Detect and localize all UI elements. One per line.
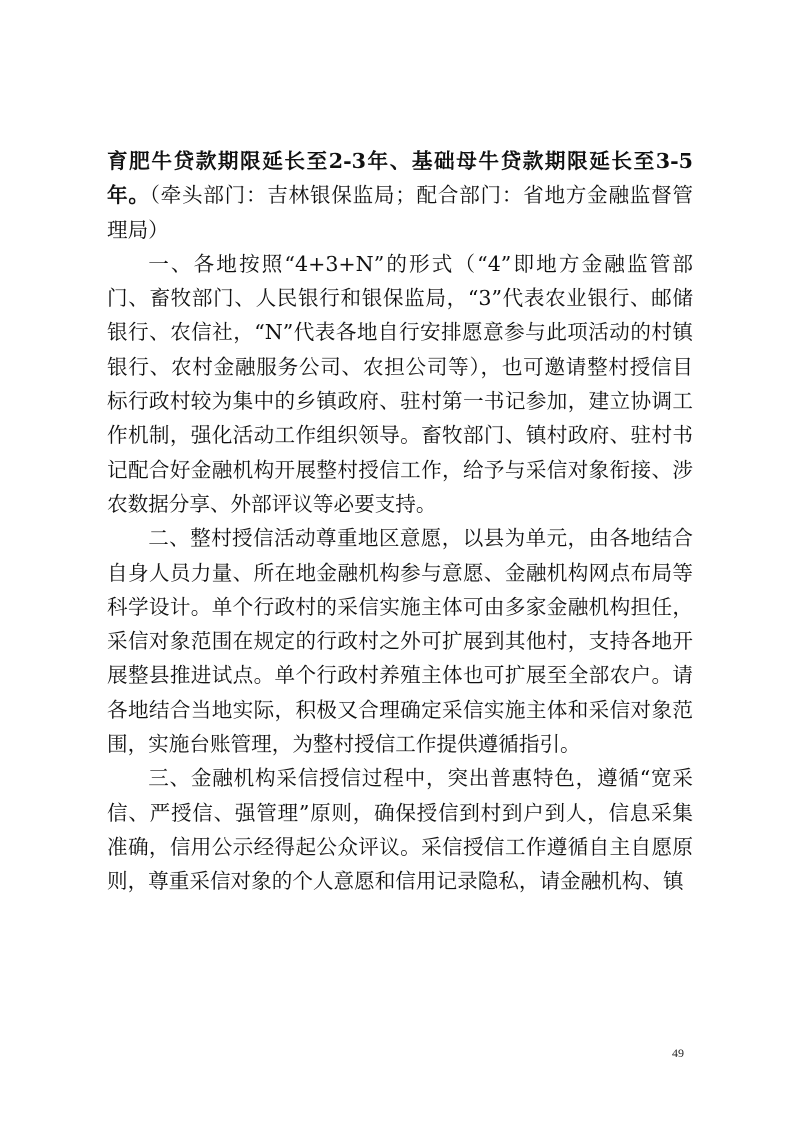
document-body — [107, 144, 693, 899]
page-number: 49 — [672, 1046, 684, 1060]
paragraph-one: 一、各地按照“4+3+N”的形式（“4”即地方金融监管部门、畜牧部门、人民银行和银保监局，“3”代表农业银行、邮储银行、农信社，“N”代表各地自行安排愿意参与此项活动的村镇银行、农村金融服务公司、农担公司等），也可邀请整村授信目标行政村较为集中的乡镇政府、驻村第一书记参加，建立协调工作机制，强化活动工作组织领导。畜牧部门、镇村政府、驻村书记配合好金融机构开展整村授信工作，给予与采信对象衔接、涉农数据分享、外部评议等必要支持。 — [107, 251, 693, 516]
lead-department-note: （牵头部门：吉林银保监局；配合部门：省地方金融监督管理局） — [107, 183, 694, 242]
paragraph-three: 三、金融机构采信授信过程中，突出普惠特色，遵循“宽采信、严授信、强管理”原则，确保授信到村到户到人，信息采集准确，信用公示经得起公众评议。采信授信工作遵循自主自愿原则，尊重采信对象的个人意愿和信用记录隐私，请金融机构、镇 — [107, 766, 693, 894]
paragraph-two: 二、整村授信活动尊重地区意愿，以县为单元，由各地结合自身人员力量、所在地金融机构参与意愿、金融机构网点布局等科学设计。单个行政村的采信实施主体可由多家金融机构担任，采信对象范围在规定的行政村之外可扩展到其他村，支持各地开展整县推进试点。单个行政村养殖主体也可扩展至全部农户。请各地结合当地实际，积极又合理确定采信实施主体和采信对象范围，实施台账管理，为整村授信工作提供遵循指引。 — [107, 526, 693, 757]
lead-paragraph — [107, 144, 693, 247]
lead-bold-text: 育肥牛贷款期限延长至2-3年、基础母牛贷款期限延长至3-5年。 — [107, 149, 693, 208]
